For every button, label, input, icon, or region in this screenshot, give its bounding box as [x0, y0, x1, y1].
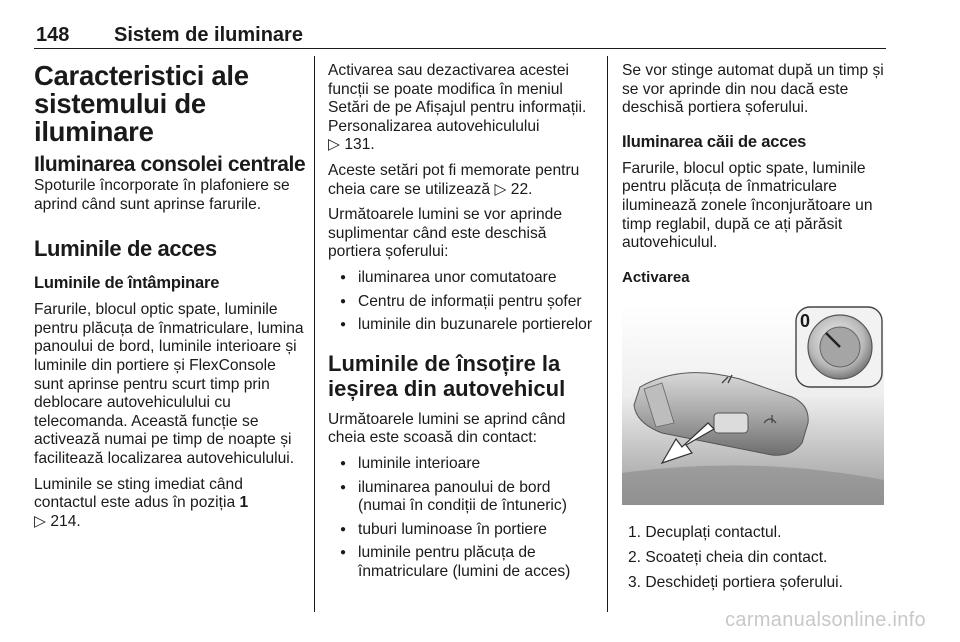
paragraph-additional: Următoarele lumini se vor aprinde suplimentar când este deschisă portiera șoferului: [328, 206, 563, 261]
section-title: Caracteristici ale sistemului de iluminare [34, 60, 249, 147]
heading-access-lights: Luminile de acces [34, 236, 217, 262]
bullet-list-key-removed [328, 455, 598, 582]
list-item: ● iluminarea panoului de bord (numai în condiții de întuneric) [328, 479, 598, 516]
page-number: 148 [36, 24, 70, 46]
paragraph-auto-off: Se vor stinge automat după un timp și se vor aprinde din nou dacă este deschisă portiera șoferului. [622, 62, 884, 117]
list-item: 2. Scoateți cheia din contact. [628, 548, 828, 566]
column-divider-2 [607, 56, 608, 612]
bullet-list-door-open [328, 269, 598, 335]
list-item: ● luminile pentru plăcuța de înmatriculare (lumini de acces) [328, 544, 598, 581]
stalk-button [714, 413, 748, 433]
list-item: ● luminile interioare [328, 455, 598, 474]
list-item: ● tuburi luminoase în portiere [328, 521, 598, 540]
list-item: ● Centru de informații pentru șofer [328, 293, 598, 312]
knob-position-label: 0 [800, 310, 811, 331]
list-item: ● iluminarea unor comutatoare [328, 269, 598, 288]
watermark: carmanualsonline.info [725, 609, 926, 631]
light-switch-illustration [622, 305, 884, 505]
heading-path-lighting: Iluminarea căii de acces [622, 132, 807, 151]
paragraph-path-lighting: Farurile, blocul optic spate, luminile pentru plăcuța de înmatriculare iluminează zonele înconjurătoare un timp reglabil, după ce ați părăsit autovehiculul. [622, 159, 873, 252]
heading-activation: Activarea [622, 268, 690, 286]
reference-arrow-icon: ▷ [494, 180, 507, 198]
list-item: 3. Deschideți portiera șoferului. [628, 573, 843, 591]
column-divider-1 [314, 56, 315, 612]
reference-arrow-icon: ▷ [34, 512, 46, 530]
heading-central-console: Iluminarea consolei centrale [34, 153, 306, 176]
heading-exit-lights: Luminile de însoțire la ieșirea din autovehicul [328, 350, 566, 401]
paragraph-memory: Aceste setări pot fi memorate pentru cheia care se utilizează ▷ 22. [328, 161, 580, 198]
paragraph-exit: Următoarele lumini se aprind când cheia este scoasă din contact: [328, 410, 566, 447]
steps-list [622, 524, 888, 592]
column-1 [34, 62, 306, 538]
list-item: 1. Decuplați contactul. [628, 524, 782, 542]
running-title: Sistem de iluminare [114, 24, 303, 46]
paragraph-lights-off: Luminile se sting imediat când contactul este adus în poziția 1 ▷ 214. [34, 475, 249, 530]
paragraph-activate: Activarea sau dezactivarea acestei funcții se poate modifica în meniul Setări de pe Afișajul pentru informații. Personalizarea autovehiculului ▷ 131. [328, 62, 587, 154]
list-item: ● luminile din buzunarele portierelor [328, 316, 598, 335]
heading-welcome-lights: Luminile de întâmpinare [34, 274, 220, 293]
column-3 [622, 62, 888, 598]
paragraph-central-console: Spoturile încorporate în plafoniere se aprind când sunt aprinse farurile. [34, 177, 290, 213]
page-header [34, 8, 886, 49]
column-2 [328, 62, 598, 587]
paragraph-welcome-lights: Farurile, blocul optic spate, luminile pentru plăcuța de înmatriculare, lumina panoului de bord, luminile interioare și luminile din portiere și FlexConsole sunt aprinse pentru scurt timp prin deblocare autovehiculului cu telecomanda. Această funcție se activează numai pe timp de noapte și facilitează localizarea autovehiculului. [34, 301, 304, 467]
reference-arrow-icon: ▷ [328, 136, 340, 154]
